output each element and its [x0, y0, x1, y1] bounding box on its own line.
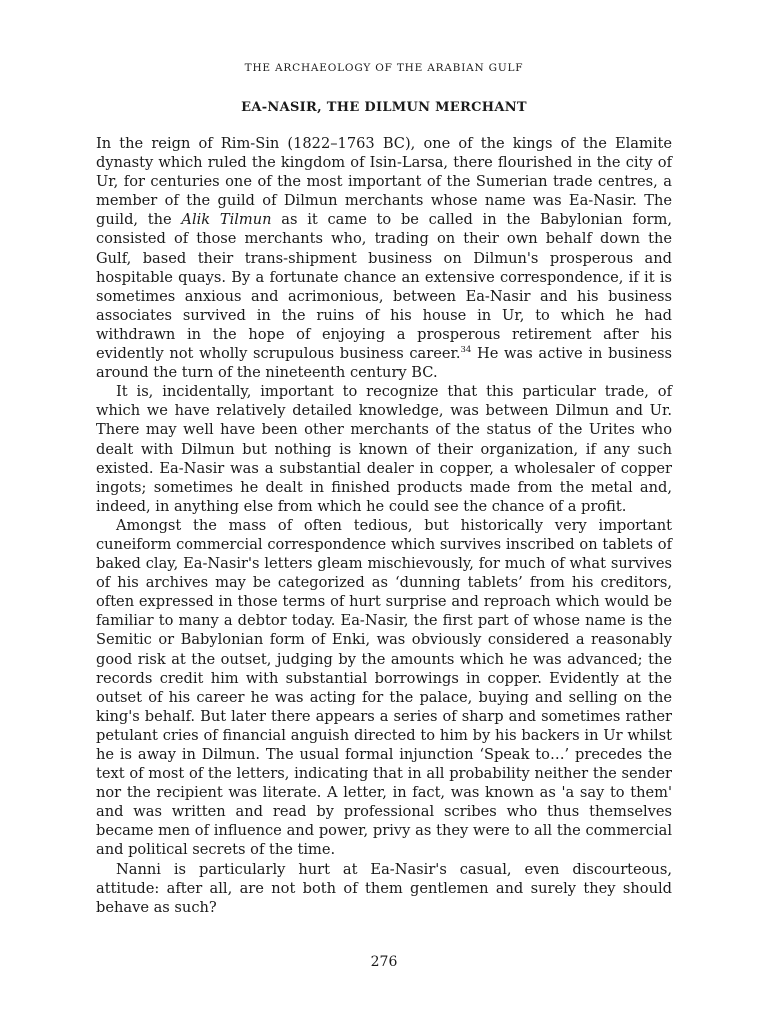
paragraph-1-text-c: He was active in business around the turn of the nineteenth century BC.	[96, 345, 672, 382]
paragraph-4: Nanni is particularly hurt at Ea-Nasir's casual, even discourteous, attitude: after all, are not both of them gentlemen and surely they should behave as such?	[96, 860, 672, 916]
chapter-title: EA-NASIR, THE DILMUN MERCHANT	[241, 100, 527, 115]
italic-term-alik-tilmun: Alik Tilmun	[181, 211, 272, 229]
running-head: THE ARCHAEOLOGY OF THE ARABIAN GULF	[244, 62, 524, 74]
paragraph-2: It is, incidentally, important to recognize that this particular trade, of which we have relatively detailed knowledge, was between Dilmun and Ur. There may well have been other merchants of the status of the Urites who dealt with Dilmun but nothing is known of their organization, if any such existed. Ea-Nasir was a substantial dealer in copper, a wholesaler of copper ingots; sometimes he dealt in finished products made from the metal and, indeed, in anything else from which he could see the chance of a profit.	[96, 383, 672, 515]
paragraph-1-text-b: as it came to be called in the Babylonian form, consisted of those merchants who, trading on their own behalf down the Gulf, based their trans-shipment business on Dilmun's prosperous and hospitable quays. By a fortunate chance an extensive correspondence, if it is sometimes anxious and acrimonious, between Ea-Nasir and his business associates survived in the ruins of his house in Ur, to which he had withdrawn in the hope of enjoying a prosperous retirement after his evidently not wholly scrupulous business career.	[96, 211, 672, 363]
paragraph-3: Amongst the mass of often tedious, but historically very important cuneiform commercial correspondence which survives inscribed on tablets of baked clay, Ea-Nasir's letters gleam mischievously, for much of what survives of his archives may be categorized as ‘dunning tablets’ from his creditors, often expressed in those terms of hurt surprise and reproach which would be familiar to many a debtor today. Ea-Nasir, the first part of whose name is the Semitic or Babylonian form of Enki, was obviously considered a reasonably good risk at the outset, judging by the amounts which he was advanced; the records credit him with substantial borrowings in copper. Evidently at the outset of his career he was acting for the palace, buying and selling on the king's behalf. But later there appears a series of sharp and sometimes rather petulant cries of financial anguish directed to him by his backers in Ur whilst he is away in Dilmun. The usual formal injunction ‘Speak to…’ precedes the text of most of the letters, indicating that in all probability neither the sender nor the recipient was literate. A letter, in fact, was known as 'a say to them' and was written and read by professional scribes who thus themselves became men of influence and power, privy as they were to all the commercial and political secrets of the time.	[96, 516, 672, 859]
paragraph-1-text-a: In the reign of Rim-Sin (1822–1763 BC), one of the kings of the Elamite dynasty which ruled the kingdom of Isin-Larsa, there flourished in the city of Ur, for centuries one of the most important of the Sumerian trade centres, a member of the guild of Dilmun merchants whose name was Ea-Nasir. The guild, the	[96, 135, 672, 229]
paragraph-1	[96, 134, 672, 382]
footnote-reference[interactable]: 34	[460, 345, 472, 356]
body-text	[96, 134, 672, 917]
page-number: 276	[370, 954, 398, 970]
